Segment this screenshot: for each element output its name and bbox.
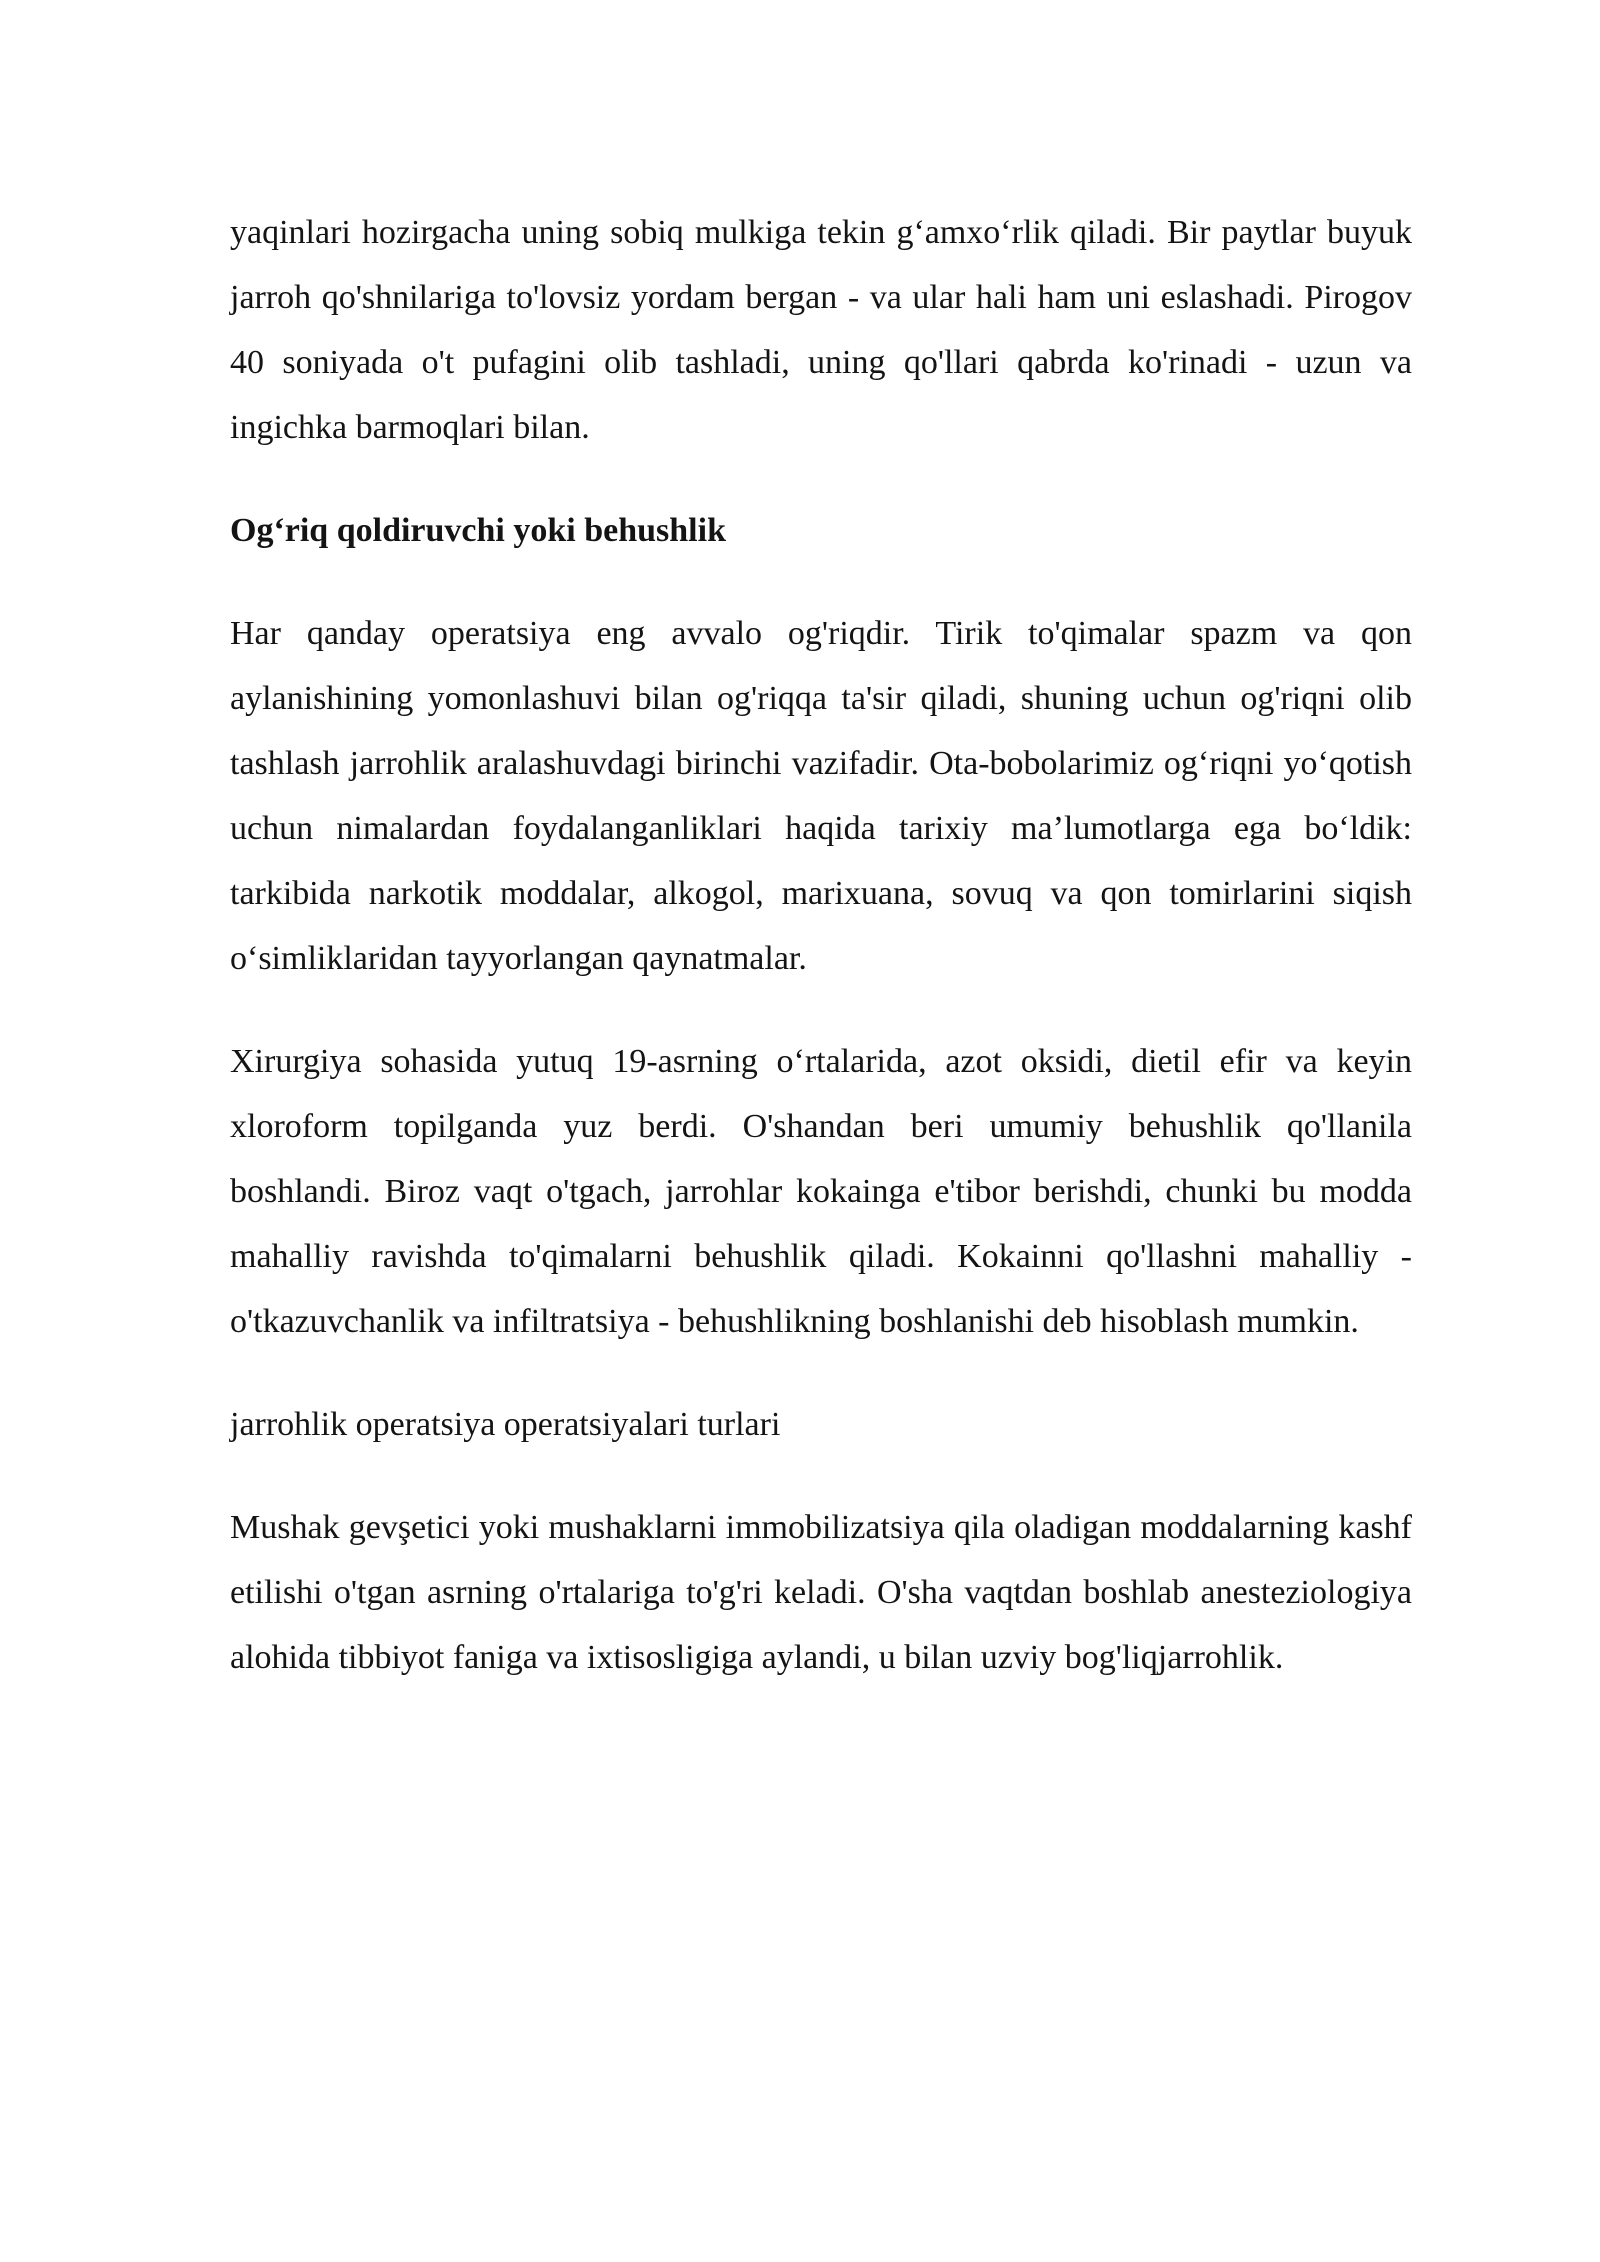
body-paragraph: Xirurgiya sohasida yutuq 19-asrning o‘rtalarida, azot oksidi, dietil efir va keyin xloroform topilganda yuz berdi. O'shandan beri umumiy behushlik qo'llanila boshlandi. Biroz vaqt o'tgach, jarrohlar kokainga e'tibor berishdi, chunki bu modda mahalliy ravishda to'qimalarni behushlik qiladi. Kokainni qo'llashni mahalliy - o'tkazuvchanlik va infiltratsiya - behushlikning boshlanishi deb hisoblash mumkin.	[230, 1043, 1412, 1340]
body-paragraph: Har qanday operatsiya eng avvalo og'riqdir. Tirik to'qimalar spazm va qon aylanishining yomonlashuvi bilan og'riqqa ta'sir qiladi, shuning uchun og'riqni olib tashlash jarrohlik aralashuvdagi birinchi vazifadir. Ota-bobolarimiz og‘riqni yo‘qotish uchun nimalardan foydalanganliklari haqida tarixiy ma’lumotlarga ega bo‘ldik: tarkibida narkotik moddalar, alkogol, marixuana, sovuq va qon tomirlarini siqish o‘simliklaridan tayyorlangan qaynatmalar.	[230, 615, 1412, 977]
document-page	[230, 200, 1412, 1728]
body-paragraph: yaqinlari hozirgacha uning sobiq mulkiga tekin g‘amxo‘rlik qiladi. Bir paytlar buyuk jarroh qo'shnilariga to'lovsiz yordam bergan - va ular hali ham uni eslashadi. Pirogov 40 soniyada o't pufagini olib tashladi, uning qo'llari qabrda ko'rinadi - uzun va ingichka barmoqlari bilan.	[230, 214, 1412, 446]
section-heading: Og‘riq qoldiruvchi yoki behushlik	[230, 512, 726, 549]
section-subheading: jarrohlik operatsiya operatsiyalari turlari	[230, 1406, 781, 1443]
body-paragraph: Mushak gevşetici yoki mushaklarni immobilizatsiya qila oladigan moddalarning kashf etilishi o'tgan asrning o'rtalariga to'g'ri keladi. O'sha vaqtdan boshlab anesteziologiya alohida tibbiyot faniga va ixtisosligiga aylandi, u bilan uzviy bog'liqjarrohlik.	[230, 1509, 1412, 1676]
